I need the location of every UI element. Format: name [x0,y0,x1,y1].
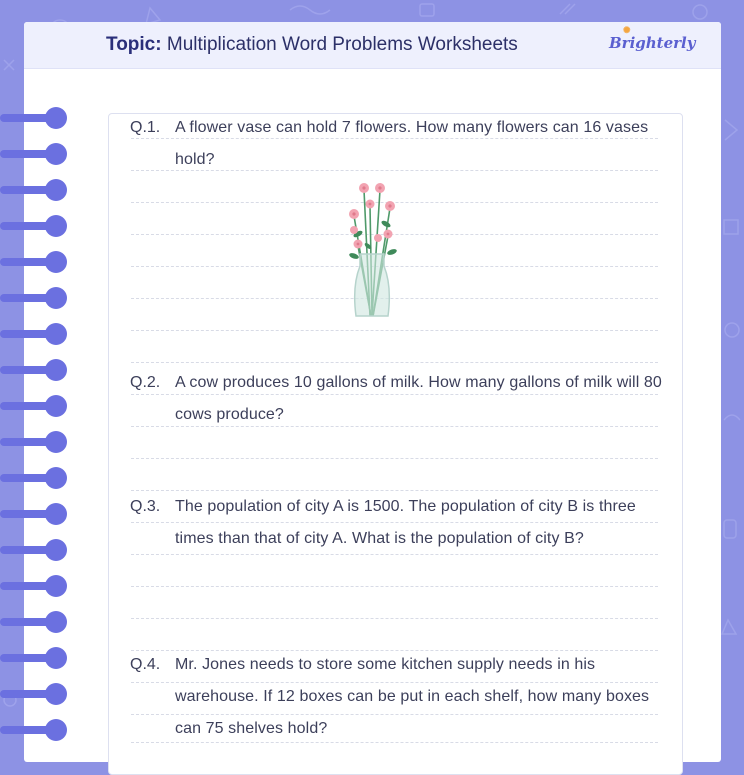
question-number: Q.2. [130,374,161,391]
logo-text: Brighterly [609,34,696,52]
spiral-ring-icon [45,539,67,561]
spiral-ring-icon [45,431,67,453]
spiral-ring-icon [45,107,67,129]
spiral-ring-icon [45,719,67,741]
spiral-ring-icon [45,683,67,705]
spiral-ring-icon [45,359,67,381]
writing-line [131,330,658,331]
spiral-ring-icon [45,467,67,489]
topic-label: Topic: [106,34,162,55]
question-number: Q.1. [130,119,161,136]
spiral-ring-icon [45,575,67,597]
flower-vase-icon [340,176,404,322]
spiral-ring-icon [45,647,67,669]
spiral-binding [0,0,80,747]
question-number: Q.4. [130,656,161,673]
question-text: A flower vase can hold 7 flowers. How many flowers can 16 vases hold? [175,119,649,168]
question-text: The population of city A is 1500. The population of city B is three times than that of city A. What is the population of city B? [175,498,636,547]
writing-line [131,586,658,587]
spiral-ring-icon [45,179,67,201]
topic-title: Multiplication Word Problems Worksheets [166,34,518,55]
spiral-ring-icon [45,251,67,273]
brand-logo [609,26,696,52]
writing-line [131,362,658,363]
spiral-ring-icon [45,215,67,237]
spiral-ring-icon [45,323,67,345]
question-number: Q.3. [130,498,161,515]
question-text: Mr. Jones needs to store some kitchen supply needs in his warehouse. If 12 boxes can be put in each shelf, how many boxes can 75 shelves hold? [175,656,650,737]
spiral-ring-icon [45,143,67,165]
spiral-ring-icon [45,287,67,309]
question-text: A cow produces 10 gallons of milk. How many gallons of milk will 80 cows produce? [175,374,662,423]
spiral-ring-icon [45,503,67,525]
logo-sun-icon: ✺ [623,26,631,36]
writing-line [131,458,658,459]
page-title [106,34,518,56]
spiral-ring-icon [45,611,67,633]
worksheet-header [24,22,721,69]
writing-line [131,618,658,619]
spiral-ring-icon [45,395,67,417]
